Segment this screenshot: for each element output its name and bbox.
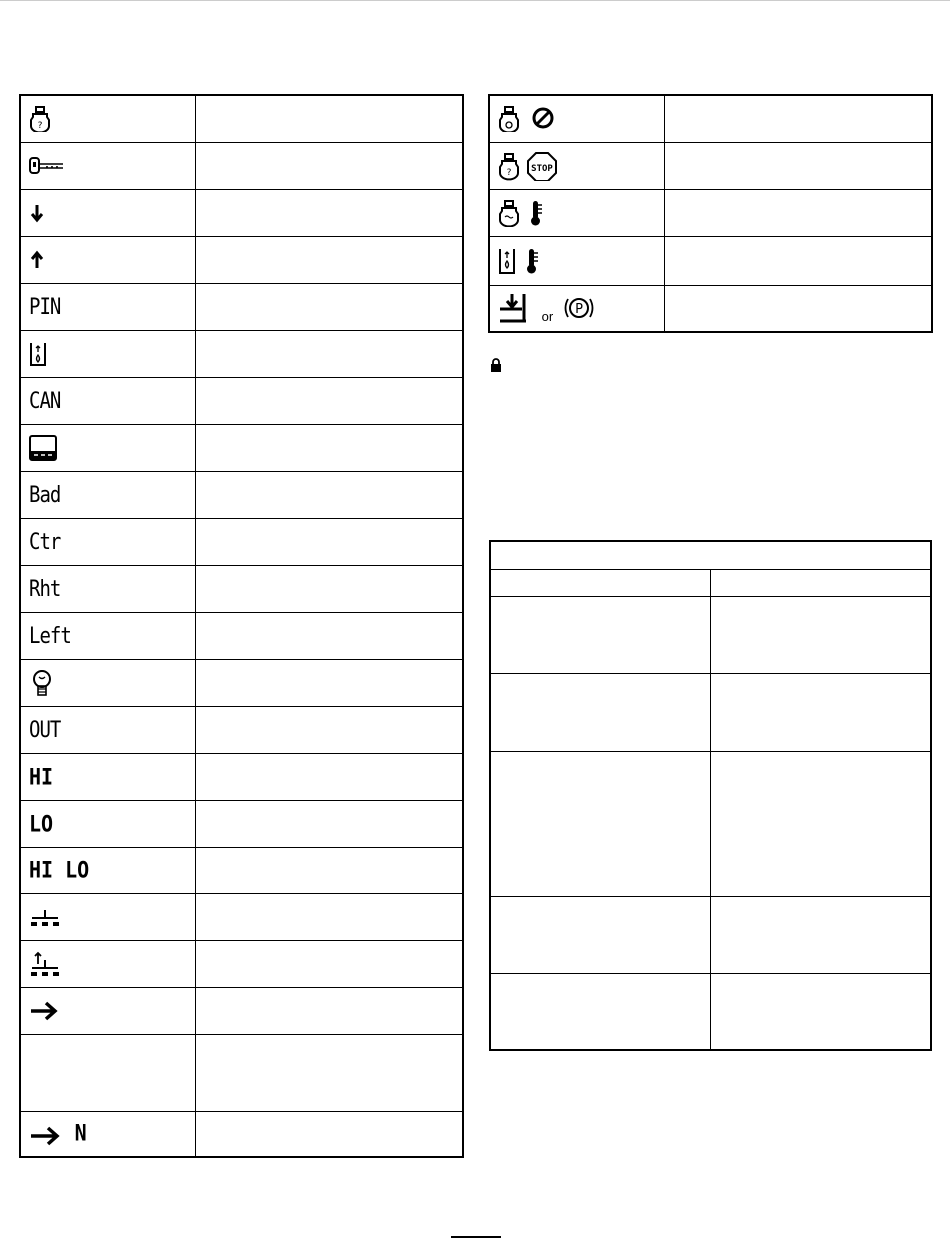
can-symbol: CAN bbox=[29, 387, 61, 414]
description-cell bbox=[196, 471, 464, 518]
description-cell bbox=[196, 893, 464, 940]
hi-symbol: HI bbox=[29, 763, 54, 790]
description-cell bbox=[665, 236, 933, 285]
neutral-symbol: N bbox=[74, 1119, 87, 1147]
top-rule bbox=[0, 0, 950, 1]
table-cell bbox=[710, 596, 931, 673]
description-cell bbox=[196, 612, 464, 659]
table-cell bbox=[710, 751, 931, 896]
symbol-cell bbox=[489, 285, 665, 332]
table-row bbox=[489, 285, 932, 332]
svg-text:?: ? bbox=[506, 167, 512, 178]
arrow-right-icon bbox=[29, 1000, 61, 1022]
table-title-row bbox=[490, 541, 931, 569]
table-row bbox=[20, 565, 463, 612]
table-cell bbox=[710, 973, 931, 1050]
symbol-cell bbox=[489, 236, 665, 285]
column-header bbox=[490, 569, 710, 596]
hydraulic-fluid-icon bbox=[29, 341, 47, 367]
table-row bbox=[20, 424, 463, 471]
description-cell bbox=[196, 189, 464, 236]
symbol-cell bbox=[20, 940, 196, 987]
svg-text:STOP: STOP bbox=[531, 163, 553, 174]
table-row bbox=[20, 330, 463, 377]
symbol-cell bbox=[20, 95, 196, 142]
table-cell bbox=[490, 596, 710, 673]
table-row bbox=[20, 659, 463, 706]
description-cell bbox=[665, 95, 933, 142]
description-cell bbox=[196, 377, 464, 424]
table-row bbox=[20, 471, 463, 518]
symbols-table-left bbox=[19, 94, 464, 1158]
table-cell bbox=[490, 673, 710, 751]
description-cell bbox=[665, 142, 933, 189]
table-row bbox=[20, 1111, 463, 1157]
table-row bbox=[20, 142, 463, 189]
parking-brake-p-icon bbox=[563, 294, 595, 322]
left-symbol: Left bbox=[29, 622, 71, 649]
description-cell bbox=[196, 940, 464, 987]
symbol-cell bbox=[489, 142, 665, 189]
svg-text:P: P bbox=[574, 302, 583, 318]
table-header-row bbox=[490, 569, 931, 596]
symbol-cell bbox=[20, 706, 196, 753]
arrow-up-icon bbox=[29, 250, 45, 270]
table-row bbox=[490, 596, 931, 673]
engine-icon bbox=[29, 106, 51, 132]
description-cell bbox=[196, 847, 464, 893]
bulb-icon bbox=[29, 669, 55, 697]
svg-text:?: ? bbox=[37, 120, 43, 131]
description-cell bbox=[196, 424, 464, 471]
symbol-cell bbox=[20, 565, 196, 612]
table-row bbox=[20, 706, 463, 753]
symbol-cell bbox=[20, 424, 196, 471]
table-row bbox=[20, 518, 463, 565]
symbol-cell bbox=[20, 189, 196, 236]
key-icon bbox=[29, 156, 65, 176]
description-cell bbox=[196, 283, 464, 330]
description-cell bbox=[196, 95, 464, 142]
lock-icon bbox=[490, 358, 502, 372]
column-header bbox=[710, 569, 931, 596]
description-cell bbox=[665, 285, 933, 332]
table-row bbox=[20, 1034, 463, 1111]
arrow-down-icon bbox=[29, 203, 45, 223]
hi-lo-symbol: HI LO bbox=[29, 856, 90, 884]
pin-symbol: PIN bbox=[29, 293, 61, 320]
symbol-cell bbox=[20, 800, 196, 847]
lock-note bbox=[490, 354, 502, 373]
symbol-cell bbox=[20, 987, 196, 1034]
table-row bbox=[20, 189, 463, 236]
symbol-cell bbox=[20, 893, 196, 940]
table-cell bbox=[710, 673, 931, 751]
table-title bbox=[490, 541, 931, 569]
symbol-cell bbox=[20, 330, 196, 377]
out-symbol: OUT bbox=[29, 716, 61, 743]
engine-coolant-temp-icon bbox=[498, 199, 546, 227]
table-cell bbox=[710, 896, 931, 973]
description-cell bbox=[196, 565, 464, 612]
table-row bbox=[490, 751, 931, 896]
table-row bbox=[20, 753, 463, 800]
page-number-rule bbox=[451, 1236, 501, 1238]
symbol-cell bbox=[20, 1111, 196, 1157]
description-cell bbox=[665, 189, 933, 236]
parking-brake-icon bbox=[498, 292, 532, 324]
description-cell bbox=[196, 1111, 464, 1157]
table-row bbox=[490, 896, 931, 973]
lower-table bbox=[489, 540, 932, 1051]
symbols-table-right bbox=[488, 94, 933, 333]
description-cell bbox=[196, 659, 464, 706]
symbol-cell bbox=[20, 471, 196, 518]
hydraulic-temp-icon bbox=[498, 246, 546, 276]
symbol-cell bbox=[20, 283, 196, 330]
symbol-cell bbox=[20, 612, 196, 659]
or-label: or bbox=[541, 309, 554, 325]
table-row bbox=[489, 142, 932, 189]
description-cell bbox=[196, 330, 464, 377]
engine-stop-icon bbox=[498, 151, 564, 181]
symbol-cell bbox=[20, 518, 196, 565]
symbol-cell bbox=[20, 847, 196, 893]
lo-symbol: LO bbox=[29, 810, 54, 837]
table-cell bbox=[490, 751, 710, 896]
symbol-cell bbox=[20, 753, 196, 800]
description-cell bbox=[196, 236, 464, 283]
table-row bbox=[490, 973, 931, 1050]
table-row bbox=[20, 940, 463, 987]
table-row bbox=[20, 95, 463, 142]
symbol-cell bbox=[489, 95, 665, 142]
table-cell bbox=[490, 973, 710, 1050]
table-row bbox=[490, 673, 931, 751]
description-cell bbox=[196, 1034, 464, 1111]
description-cell bbox=[196, 987, 464, 1034]
table-row bbox=[20, 377, 463, 424]
symbol-cell bbox=[20, 377, 196, 424]
symbol-cell bbox=[20, 1034, 196, 1111]
description-cell bbox=[196, 800, 464, 847]
infocenter-display-icon bbox=[29, 435, 57, 461]
lift-float-icon bbox=[29, 950, 61, 978]
table-row bbox=[489, 189, 932, 236]
table-row bbox=[20, 800, 463, 847]
table-row bbox=[20, 987, 463, 1034]
engine-prohibited-icon bbox=[498, 106, 556, 132]
table-row bbox=[20, 847, 463, 893]
description-cell bbox=[196, 518, 464, 565]
table-row bbox=[489, 95, 932, 142]
float-icon bbox=[29, 906, 61, 928]
arrow-right-neutral-icon bbox=[29, 1125, 65, 1147]
rht-symbol: Rht bbox=[29, 575, 61, 602]
table-row bbox=[20, 283, 463, 330]
table-row bbox=[20, 612, 463, 659]
ctr-symbol: Ctr bbox=[29, 528, 61, 555]
bad-symbol: Bad bbox=[29, 481, 61, 508]
table-row bbox=[20, 236, 463, 283]
symbol-cell bbox=[20, 142, 196, 189]
symbol-cell bbox=[489, 189, 665, 236]
table-cell bbox=[490, 896, 710, 973]
description-cell bbox=[196, 706, 464, 753]
symbol-cell bbox=[20, 236, 196, 283]
description-cell bbox=[196, 142, 464, 189]
table-row bbox=[489, 236, 932, 285]
description-cell bbox=[196, 753, 464, 800]
symbol-cell bbox=[20, 659, 196, 706]
table-row bbox=[20, 893, 463, 940]
